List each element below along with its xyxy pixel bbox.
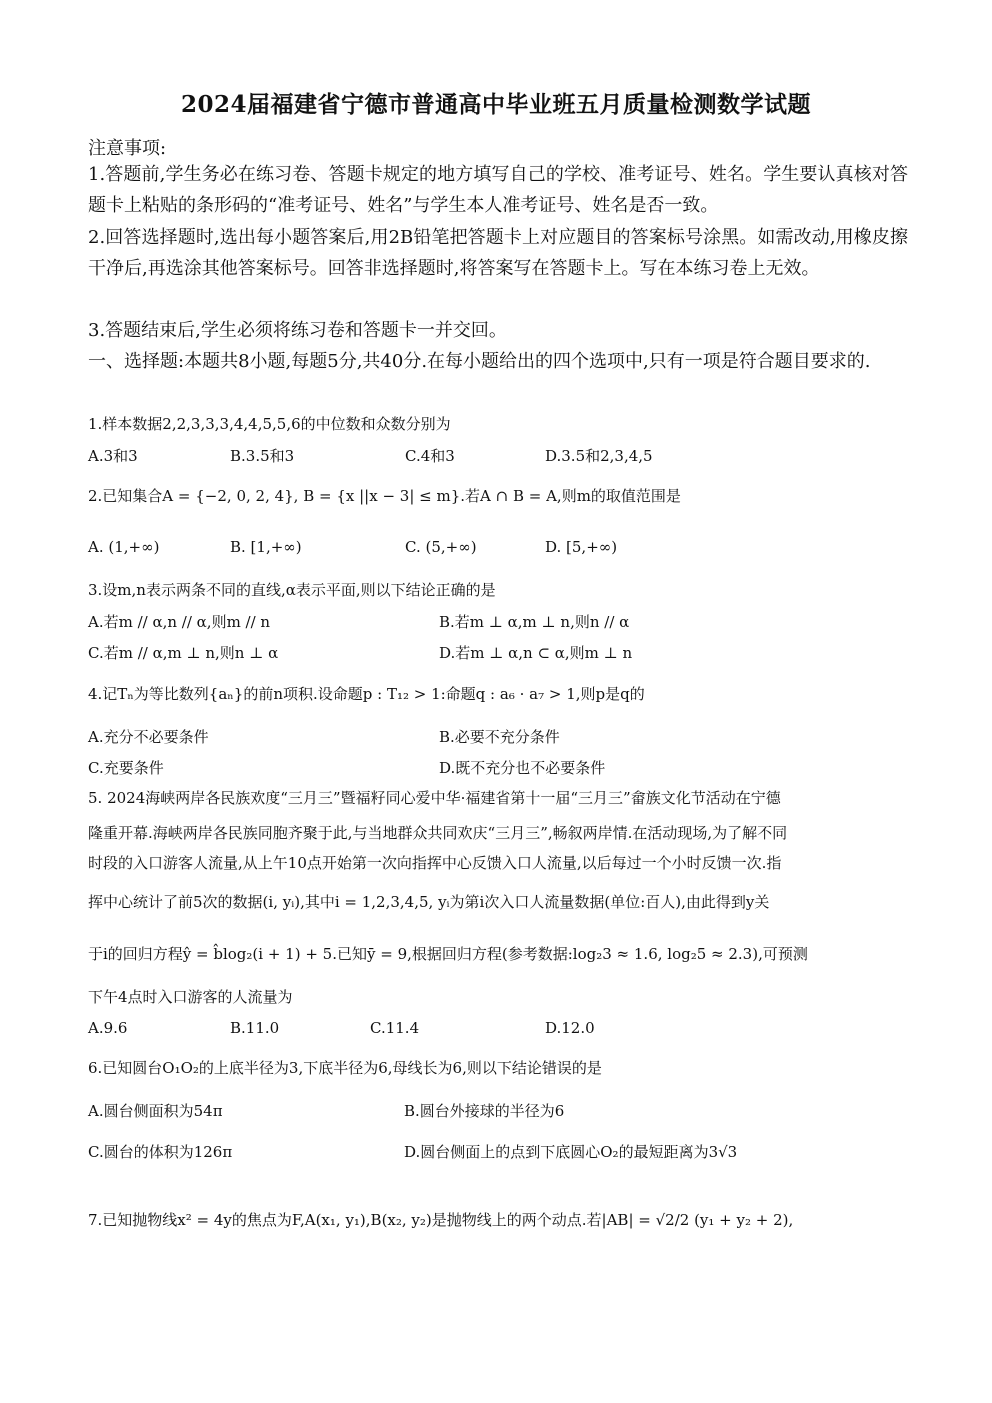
section-heading: 一、选择题:本题共8小题,每题5分,共40分.在每小题给出的四个选项中,只有一项是符合题目要求的. [88, 351, 871, 372]
question-2-option-d: D. [5,+∞) [545, 538, 618, 556]
notice-item-1: 1.答题前,学生务必在练习卷、答题卡规定的地方填写自己的学校、准考证号、姓名。学生要认真核对答题卡上粘贴的条形码的“准考证号、姓名”与学生本人准考证号、姓名是否一致。 [88, 164, 908, 216]
notice-heading: 注意事项: [88, 138, 167, 159]
question-2-option-c: C. (5,+∞) [405, 538, 477, 556]
question-6-option-d: D.圆台侧面上的点到下底圆心O₂的最短距离为3√3 [404, 1143, 738, 1161]
question-5-option-a: A.9.6 [88, 1019, 128, 1037]
question-5-line-3: 时段的入口游客人流量,从上午10点开始第一次向指挥中心反馈入口人流量,以后每过一个小时反馈一次.指 [88, 854, 782, 872]
question-1-option-c: C.4和3 [405, 447, 455, 465]
question-3-option-a: A.若m // α,n // α,则m // n [88, 613, 271, 631]
exam-title: 2024届福建省宁德市普通高中毕业班五月质量检测数学试题 [180, 91, 811, 118]
question-5-line-4: 挥中心统计了前5次的数据(i, yᵢ),其中i = 1,2,3,4,5, yᵢ为第i次入口人流量数据(单位:百人),由此得到y关 [88, 893, 770, 911]
question-4-option-b: B.必要不充分条件 [439, 728, 560, 746]
question-2-option-b: B. [1,+∞) [230, 538, 302, 556]
question-6-option-b: B.圆台外接球的半径为6 [404, 1102, 565, 1120]
question-6-stem: 6.已知圆台O₁O₂的上底半径为3,下底半径为6,母线长为6,则以下结论错误的是 [88, 1059, 602, 1077]
notice-item-2: 2.回答选择题时,选出每小题答案后,用2B铅笔把答题卡上对应题目的答案标号涂黑。如需改动,用橡皮擦干净后,再选涂其他答案标号。回答非选择题时,将答案写在答题卡上。写在本练习卷上无效。 [88, 227, 908, 279]
question-4-option-c: C.充要条件 [88, 759, 164, 777]
question-4-option-d: D.既不充分也不必要条件 [439, 759, 606, 777]
question-6-option-a: A.圆台侧面积为54π [88, 1102, 223, 1120]
question-5-line-6: 下午4点时入口游客的人流量为 [88, 988, 293, 1006]
notice-item-3: 3.答题结束后,学生必须将练习卷和答题卡一并交回。 [88, 320, 507, 341]
question-5-line-5: 于i的回归方程ŷ = b̂log₂(i + 1) + 5.已知ȳ = 9,根据回归方程(参考数据:log₂3 ≈ 1.6, log₂5 ≈ 2.3),可预测 [88, 945, 808, 963]
question-1-stem: 1.样本数据2,2,3,3,3,4,4,5,5,6的中位数和众数分别为 [88, 415, 451, 433]
question-5-line-2: 隆重开幕.海峡两岸各民族同胞齐聚于此,与当地群众共同欢庆“三月三”,畅叙两岸情.在活动现场,为了解不同 [88, 824, 788, 842]
question-3-stem: 3.设m,n表示两条不同的直线,α表示平面,则以下结论正确的是 [88, 581, 496, 599]
question-3-option-b: B.若m ⊥ α,m ⊥ n,则n // α [439, 613, 630, 631]
question-5-option-d: D.12.0 [545, 1019, 595, 1037]
question-1-option-a: A.3和3 [88, 447, 138, 465]
question-6-option-c: C.圆台的体积为126π [88, 1143, 233, 1161]
question-4-option-a: A.充分不必要条件 [88, 728, 209, 746]
question-2-option-a: A. (1,+∞) [88, 538, 160, 556]
question-3-option-d: D.若m ⊥ α,n ⊂ α,则m ⊥ n [439, 644, 633, 662]
question-7-stem: 7.已知抛物线x² = 4y的焦点为F,A(x₁, y₁),B(x₂, y₂)是抛物线上的两个动点.若|AB| = √2/2 (y₁ + y₂ + 2), [88, 1211, 794, 1229]
question-5-option-b: B.11.0 [230, 1019, 280, 1037]
question-5-line-1: 5. 2024海峡两岸各民族欢度“三月三”暨福籽同心爱中华·福建省第十一届“三月三”畲族文化节活动在宁德 [88, 789, 781, 807]
question-1-option-b: B.3.5和3 [230, 447, 295, 465]
question-2-stem: 2.已知集合A = {−2, 0, 2, 4}, B = {x ||x − 3| ≤ m}.若A ∩ B = A,则m的取值范围是 [88, 487, 681, 505]
question-5-option-c: C.11.4 [370, 1019, 420, 1037]
question-4-stem: 4.记Tₙ为等比数列{aₙ}的前n项积.设命题p : T₁₂ > 1:命题q : a₆ · a₇ > 1,则p是q的 [88, 685, 645, 703]
question-1-option-d: D.3.5和2,3,4,5 [545, 447, 653, 465]
question-3-option-c: C.若m // α,m ⊥ n,则n ⊥ α [88, 644, 279, 662]
